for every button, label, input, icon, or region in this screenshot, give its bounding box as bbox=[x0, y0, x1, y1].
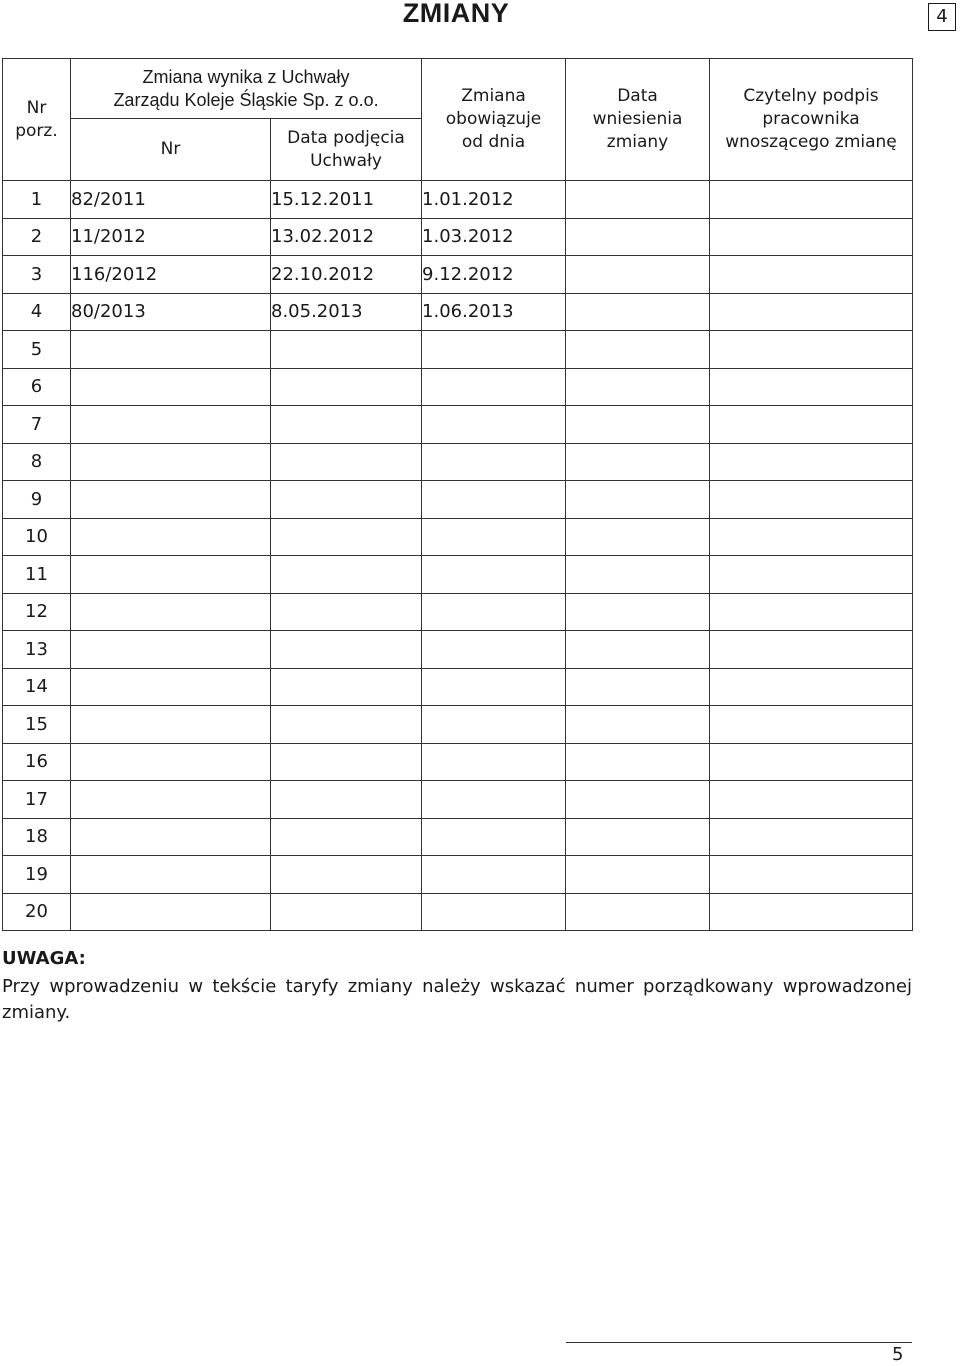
table-row bbox=[3, 631, 913, 669]
page-title: ZMIANY bbox=[402, 0, 510, 28]
cell-podpis bbox=[710, 293, 913, 331]
cell-data-wniesienia bbox=[566, 293, 710, 331]
cell-podpis bbox=[710, 893, 913, 931]
table-row bbox=[3, 331, 913, 369]
cell-nr: 18 bbox=[3, 818, 71, 856]
table-row bbox=[3, 893, 913, 931]
cell-obowiazuje bbox=[422, 481, 566, 519]
cell-data-podjecia bbox=[271, 406, 422, 444]
table-row bbox=[3, 218, 913, 256]
cell-uchwala-nr bbox=[71, 893, 271, 931]
cell-obowiazuje bbox=[422, 631, 566, 669]
header-data-wniesienia: Data wniesienia zmiany bbox=[566, 59, 710, 181]
cell-obowiazuje bbox=[422, 556, 566, 594]
table-row bbox=[3, 443, 913, 481]
cell-data-wniesienia bbox=[566, 518, 710, 556]
table-row bbox=[3, 706, 913, 744]
cell-obowiazuje bbox=[422, 893, 566, 931]
cell-podpis bbox=[710, 781, 913, 819]
cell-data-wniesienia bbox=[566, 706, 710, 744]
cell-data-podjecia bbox=[271, 668, 422, 706]
cell-nr: 11 bbox=[3, 556, 71, 594]
cell-uchwala-nr bbox=[71, 631, 271, 669]
cell-uchwala-nr bbox=[71, 593, 271, 631]
cell-data-podjecia bbox=[271, 856, 422, 894]
cell-podpis bbox=[710, 368, 913, 406]
note-title: UWAGA: bbox=[2, 948, 86, 969]
cell-data-podjecia bbox=[271, 331, 422, 369]
cell-data-wniesienia bbox=[566, 668, 710, 706]
cell-nr: 10 bbox=[3, 518, 71, 556]
footer-page-number: 5 bbox=[892, 1344, 904, 1365]
table-row bbox=[3, 856, 913, 894]
cell-podpis bbox=[710, 631, 913, 669]
table-row bbox=[3, 818, 913, 856]
cell-data-podjecia bbox=[271, 368, 422, 406]
table-row bbox=[3, 293, 913, 331]
cell-data-podjecia: 15.12.2011 bbox=[271, 181, 422, 219]
cell-data-podjecia bbox=[271, 893, 422, 931]
table-row bbox=[3, 256, 913, 294]
cell-podpis bbox=[710, 181, 913, 219]
cell-nr: 9 bbox=[3, 481, 71, 519]
cell-data-podjecia bbox=[271, 593, 422, 631]
cell-data-wniesienia bbox=[566, 368, 710, 406]
cell-podpis bbox=[710, 518, 913, 556]
cell-obowiazuje bbox=[422, 668, 566, 706]
cell-data-podjecia bbox=[271, 818, 422, 856]
cell-uchwala-nr: 11/2012 bbox=[71, 218, 271, 256]
cell-data-wniesienia bbox=[566, 481, 710, 519]
cell-podpis bbox=[710, 706, 913, 744]
cell-nr: 15 bbox=[3, 706, 71, 744]
cell-data-podjecia bbox=[271, 556, 422, 594]
page-number-box: 4 bbox=[928, 3, 956, 31]
cell-uchwala-nr bbox=[71, 743, 271, 781]
header-data-podjecia: Data podjęcia Uchwały bbox=[271, 119, 422, 181]
cell-uchwala-nr: 116/2012 bbox=[71, 256, 271, 294]
cell-nr: 1 bbox=[3, 181, 71, 219]
cell-podpis bbox=[710, 406, 913, 444]
cell-data-wniesienia bbox=[566, 856, 710, 894]
cell-obowiazuje bbox=[422, 368, 566, 406]
cell-uchwala-nr bbox=[71, 368, 271, 406]
table-row bbox=[3, 181, 913, 219]
header-nr-porz: Nr porz. bbox=[3, 59, 71, 181]
cell-uchwala-nr bbox=[71, 481, 271, 519]
cell-podpis bbox=[710, 593, 913, 631]
cell-nr: 6 bbox=[3, 368, 71, 406]
cell-uchwala-nr bbox=[71, 518, 271, 556]
cell-obowiazuje bbox=[422, 331, 566, 369]
cell-obowiazuje bbox=[422, 518, 566, 556]
cell-nr: 16 bbox=[3, 743, 71, 781]
cell-nr: 17 bbox=[3, 781, 71, 819]
cell-nr: 7 bbox=[3, 406, 71, 444]
cell-data-wniesienia bbox=[566, 443, 710, 481]
changes-table bbox=[2, 58, 913, 931]
cell-podpis bbox=[710, 556, 913, 594]
cell-data-wniesienia bbox=[566, 593, 710, 631]
table-row bbox=[3, 668, 913, 706]
cell-data-podjecia: 13.02.2012 bbox=[271, 218, 422, 256]
header-podpis: Czytelny podpis pracownika wnoszącego zmianę bbox=[710, 59, 913, 181]
cell-data-wniesienia bbox=[566, 818, 710, 856]
header-obowiazuje: Zmiana obowiązuje od dnia bbox=[422, 59, 566, 181]
cell-obowiazuje bbox=[422, 406, 566, 444]
cell-nr: 5 bbox=[3, 331, 71, 369]
cell-obowiazuje: 1.03.2012 bbox=[422, 218, 566, 256]
cell-data-wniesienia bbox=[566, 893, 710, 931]
cell-uchwala-nr bbox=[71, 331, 271, 369]
cell-podpis bbox=[710, 743, 913, 781]
table-row bbox=[3, 743, 913, 781]
cell-obowiazuje bbox=[422, 781, 566, 819]
cell-nr: 19 bbox=[3, 856, 71, 894]
cell-obowiazuje bbox=[422, 743, 566, 781]
table-row bbox=[3, 406, 913, 444]
cell-data-wniesienia bbox=[566, 218, 710, 256]
cell-nr: 13 bbox=[3, 631, 71, 669]
cell-podpis bbox=[710, 818, 913, 856]
cell-data-podjecia bbox=[271, 743, 422, 781]
cell-podpis bbox=[710, 443, 913, 481]
cell-data-wniesienia bbox=[566, 556, 710, 594]
cell-data-wniesienia bbox=[566, 743, 710, 781]
cell-data-podjecia bbox=[271, 631, 422, 669]
cell-uchwala-nr bbox=[71, 668, 271, 706]
cell-data-podjecia bbox=[271, 781, 422, 819]
cell-obowiazuje bbox=[422, 856, 566, 894]
cell-data-wniesienia bbox=[566, 406, 710, 444]
cell-nr: 4 bbox=[3, 293, 71, 331]
cell-obowiazuje bbox=[422, 593, 566, 631]
cell-podpis bbox=[710, 856, 913, 894]
table-row bbox=[3, 481, 913, 519]
cell-data-wniesienia bbox=[566, 256, 710, 294]
table-row bbox=[3, 368, 913, 406]
cell-nr: 14 bbox=[3, 668, 71, 706]
cell-uchwala-nr bbox=[71, 818, 271, 856]
cell-data-podjecia bbox=[271, 518, 422, 556]
cell-obowiazuje: 1.01.2012 bbox=[422, 181, 566, 219]
cell-nr: 3 bbox=[3, 256, 71, 294]
cell-obowiazuje bbox=[422, 443, 566, 481]
cell-nr: 2 bbox=[3, 218, 71, 256]
cell-podpis bbox=[710, 331, 913, 369]
cell-uchwala-nr: 82/2011 bbox=[71, 181, 271, 219]
header-group-uchwala: Zmiana wynika z Uchwały Zarządu Koleje Śląskie Sp. z o.o. bbox=[71, 59, 422, 119]
table-header-row-1 bbox=[3, 59, 913, 119]
cell-uchwala-nr bbox=[71, 781, 271, 819]
cell-nr: 20 bbox=[3, 893, 71, 931]
header-uchwala-nr: Nr bbox=[71, 119, 271, 181]
table-body bbox=[3, 181, 913, 931]
cell-podpis bbox=[710, 256, 913, 294]
table-row bbox=[3, 781, 913, 819]
cell-podpis bbox=[710, 218, 913, 256]
cell-uchwala-nr bbox=[71, 706, 271, 744]
cell-nr: 12 bbox=[3, 593, 71, 631]
cell-uchwala-nr bbox=[71, 856, 271, 894]
cell-nr: 8 bbox=[3, 443, 71, 481]
cell-obowiazuje bbox=[422, 706, 566, 744]
cell-data-wniesienia bbox=[566, 781, 710, 819]
cell-podpis bbox=[710, 668, 913, 706]
cell-obowiazuje: 9.12.2012 bbox=[422, 256, 566, 294]
table-row bbox=[3, 593, 913, 631]
cell-obowiazuje bbox=[422, 818, 566, 856]
cell-data-podjecia bbox=[271, 706, 422, 744]
cell-data-podjecia: 22.10.2012 bbox=[271, 256, 422, 294]
table-row bbox=[3, 518, 913, 556]
cell-uchwala-nr bbox=[71, 443, 271, 481]
cell-data-podjecia bbox=[271, 481, 422, 519]
footer-divider bbox=[566, 1342, 912, 1343]
cell-obowiazuje: 1.06.2013 bbox=[422, 293, 566, 331]
cell-data-wniesienia bbox=[566, 631, 710, 669]
cell-data-podjecia: 8.05.2013 bbox=[271, 293, 422, 331]
table-row bbox=[3, 556, 913, 594]
cell-data-podjecia bbox=[271, 443, 422, 481]
cell-data-wniesienia bbox=[566, 181, 710, 219]
note-text: Przy wprowadzeniu w tekście taryfy zmiany należy wskazać numer porządkowany wprowadzonej zmiany. bbox=[2, 976, 912, 1023]
cell-podpis bbox=[710, 481, 913, 519]
cell-uchwala-nr: 80/2013 bbox=[71, 293, 271, 331]
cell-data-wniesienia bbox=[566, 331, 710, 369]
cell-uchwala-nr bbox=[71, 556, 271, 594]
cell-uchwala-nr bbox=[71, 406, 271, 444]
